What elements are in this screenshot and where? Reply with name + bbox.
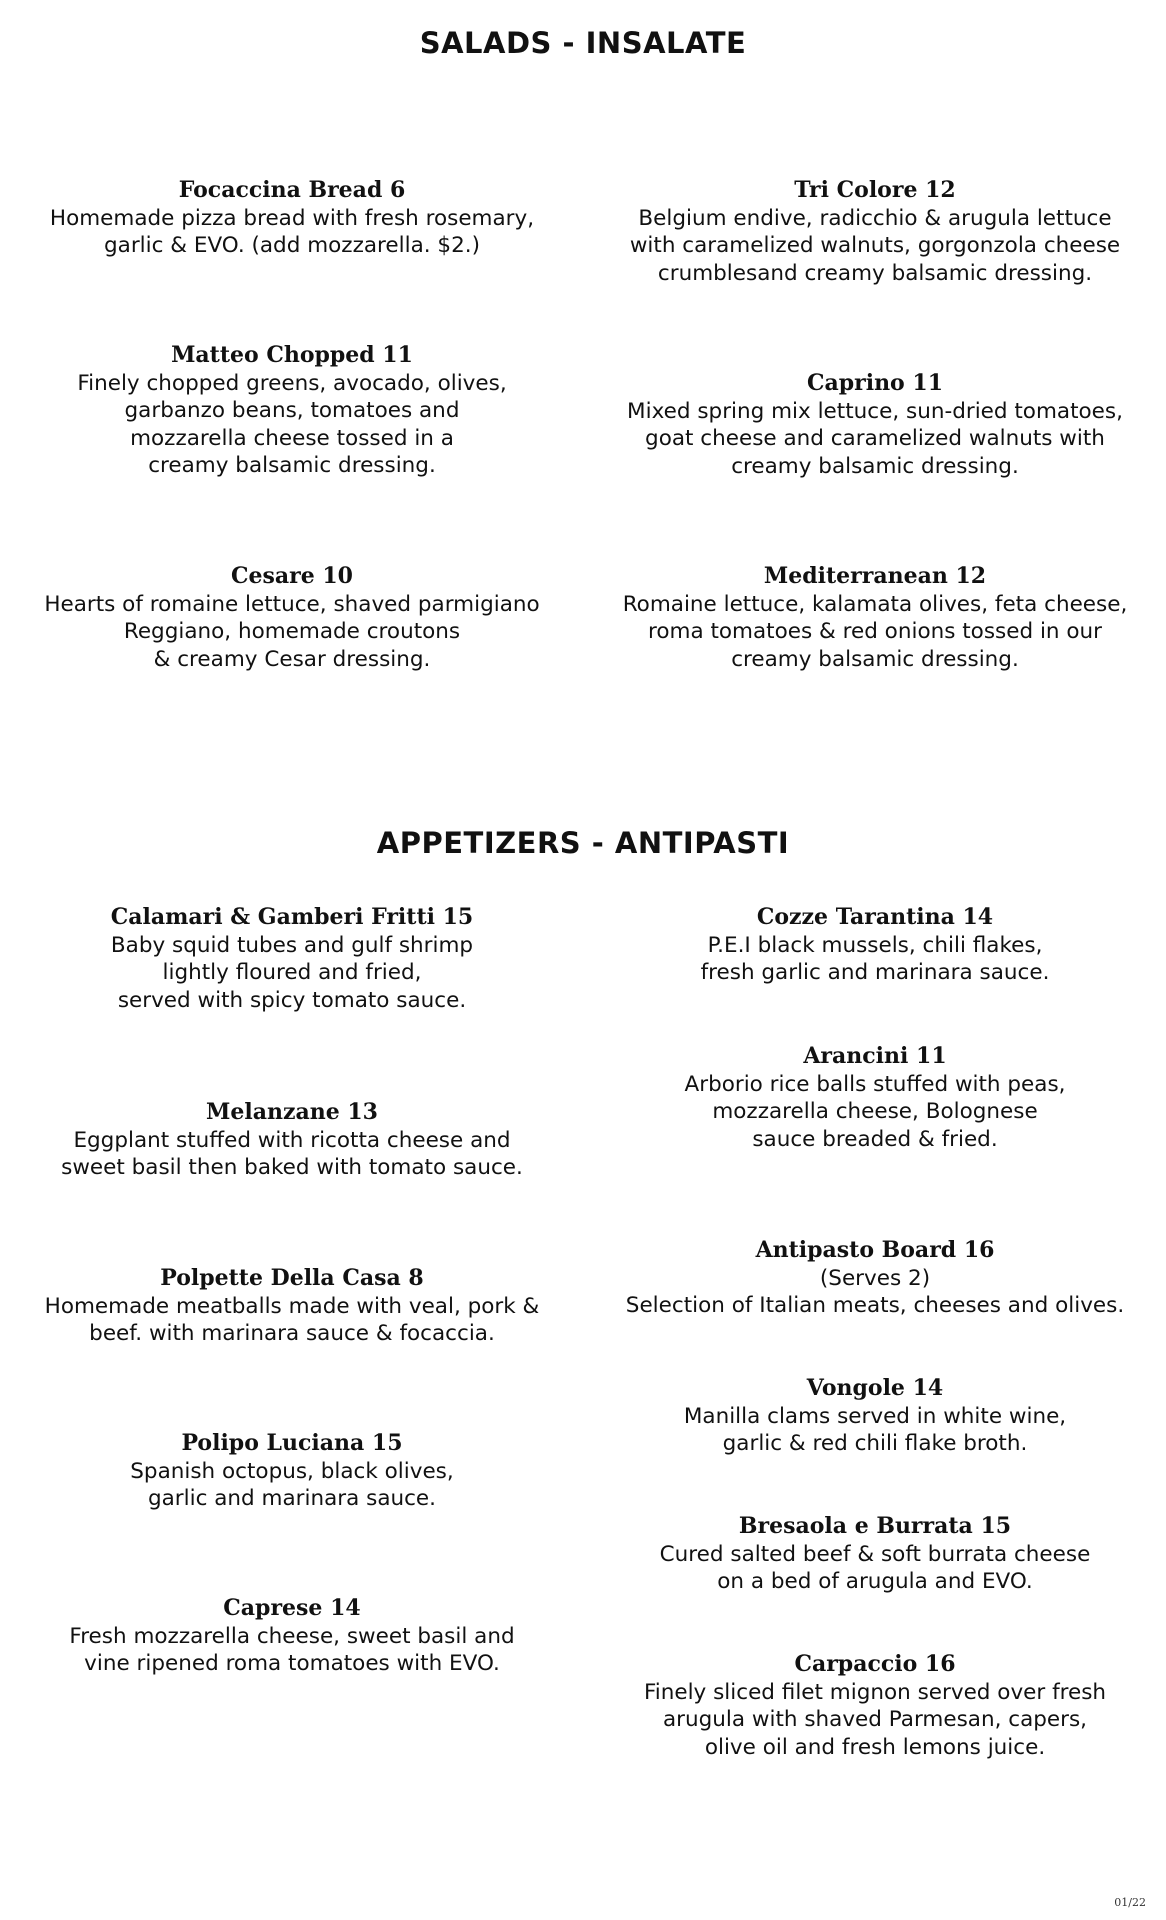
item-description: Selection of Italian meats, cheeses and olives. (625, 1293, 1125, 1318)
item-description: served with spicy tomato sauce. (117, 987, 467, 1013)
menu-item-caprino (584, 370, 1166, 480)
item-description: Baby squid tubes and gulf shrimp (110, 932, 474, 958)
item-description: Hearts of romaine lettuce, shaved parmigiano (44, 591, 540, 617)
item-name: Cozze Tarantina 14 (756, 904, 994, 930)
menu-item-cesare (0, 563, 584, 673)
item-description: arugula with shaved Parmesan, capers, (662, 1707, 1087, 1732)
menu-item-bresaola-e-burrata (584, 1513, 1166, 1596)
menu-item-carpaccio (584, 1651, 1166, 1761)
menu-item-mediterranean (584, 563, 1166, 673)
item-description: Finely sliced filet mignon served over fresh (643, 1679, 1107, 1705)
item-description: creamy balsamic dressing. (148, 453, 436, 478)
item-name: Vongole 14 (806, 1375, 944, 1401)
menu-item-focaccina-bread (0, 177, 584, 260)
menu-item-polipo-luciana (0, 1430, 584, 1513)
menu-item-caprese (0, 1595, 584, 1678)
item-description: Finely chopped greens, avocado, olives, (77, 370, 507, 396)
item-name: Arancini 11 (803, 1043, 947, 1069)
menu-item-calamari-gamberi-fritti (0, 904, 584, 1014)
item-description: Homemade pizza bread with fresh rosemary, (49, 205, 535, 231)
item-description: creamy balsamic dressing. (731, 453, 1019, 479)
item-description: olive oil and fresh lemons juice. (704, 1734, 1046, 1760)
item-description: garlic & red chili flake broth. (722, 1431, 1028, 1456)
item-name: Bresaola e Burrata 15 (738, 1513, 1012, 1539)
item-description: Cured salted beef & soft burrata cheese (659, 1541, 1091, 1567)
salads-section-title: SALADS - INSALATE (419, 26, 747, 60)
page-number: 01/22 (1114, 1896, 1146, 1909)
item-description: Eggplant stuffed with ricotta cheese and (73, 1127, 511, 1153)
item-description: mozzarella cheese, Bolognese (712, 1099, 1038, 1124)
item-description: Fresh mozzarella cheese, sweet basil and (69, 1623, 515, 1649)
item-description: P.E.I black mussels, chili flakes, (707, 932, 1043, 958)
item-description: sauce breaded & fried. (752, 1126, 998, 1152)
menu-item-vongole (584, 1375, 1166, 1458)
item-description: Reggiano, homemade croutons (123, 619, 461, 644)
menu-item-antipasto-board (584, 1237, 1166, 1320)
item-name: Polpette Della Casa 8 (160, 1265, 424, 1291)
item-description: beef. with marinara sauce & focaccia. (89, 1321, 495, 1346)
item-name: Caprino 11 (806, 370, 944, 396)
item-description: Romaine lettuce, kalamata olives, feta cheese, (622, 591, 1128, 617)
item-description: sweet basil then baked with tomato sauce. (61, 1155, 523, 1180)
item-description: Manilla clams served in white wine, (683, 1403, 1067, 1429)
item-description: goat cheese and caramelized walnuts with (645, 426, 1105, 451)
item-name: Polipo Luciana 15 (181, 1430, 403, 1456)
item-description: garbanzo beans, tomatoes and (124, 398, 460, 423)
item-description: roma tomatoes & red onions tossed in our (647, 619, 1103, 644)
item-description: lightly floured and fried, (162, 960, 422, 985)
item-description: mozzarella cheese tossed in a (130, 425, 454, 451)
item-description: Belgium endive, radicchio & arugula lettuce (638, 205, 1112, 231)
item-description: creamy balsamic dressing. (731, 646, 1019, 672)
item-name: Cesare 10 (230, 563, 353, 589)
item-name: Caprese 14 (223, 1595, 361, 1621)
item-description: crumblesand creamy balsamic dressing. (657, 260, 1093, 286)
item-description: vine ripened roma tomatoes with EVO. (84, 1651, 500, 1676)
menu-item-melanzane (0, 1099, 584, 1182)
item-name: Matteo Chopped 11 (171, 342, 413, 368)
item-description: Homemade meatballs made with veal, pork & (44, 1293, 540, 1319)
item-description: fresh garlic and marinara sauce. (700, 960, 1050, 985)
item-description: on a bed of arugula and EVO. (717, 1569, 1033, 1594)
item-description: Mixed spring mix lettuce, sun-dried tomatoes, (627, 398, 1123, 424)
item-description: with caramelized walnuts, gorgonzola cheese (629, 233, 1121, 258)
item-name: Mediterranean 12 (763, 563, 987, 589)
item-description: garlic and marinara sauce. (147, 1486, 436, 1511)
item-description: (Serves 2) (819, 1265, 931, 1291)
item-description: & creamy Cesar dressing. (153, 646, 431, 672)
appetizers-section-title: APPETIZERS - ANTIPASTI (376, 826, 790, 860)
item-name: Focaccina Bread 6 (178, 177, 406, 203)
menu-item-matteo-chopped (0, 342, 584, 480)
menu-item-polpette-della-casa (0, 1265, 584, 1348)
item-name: Antipasto Board 16 (755, 1237, 995, 1263)
item-name: Carpaccio 16 (794, 1651, 956, 1677)
item-name: Tri Colore 12 (794, 177, 956, 203)
item-description: Spanish octopus, black olives, (130, 1458, 454, 1484)
item-description: garlic & EVO. (add mozzarella. $2.) (104, 233, 480, 258)
menu-item-cozze-tarantina (584, 904, 1166, 987)
item-description: Arborio rice balls stuffed with peas, (684, 1071, 1066, 1097)
menu-item-tri-colore (584, 177, 1166, 287)
item-name: Calamari & Gamberi Fritti 15 (110, 904, 474, 930)
item-name: Melanzane 13 (206, 1099, 378, 1125)
menu-item-arancini (584, 1043, 1166, 1153)
